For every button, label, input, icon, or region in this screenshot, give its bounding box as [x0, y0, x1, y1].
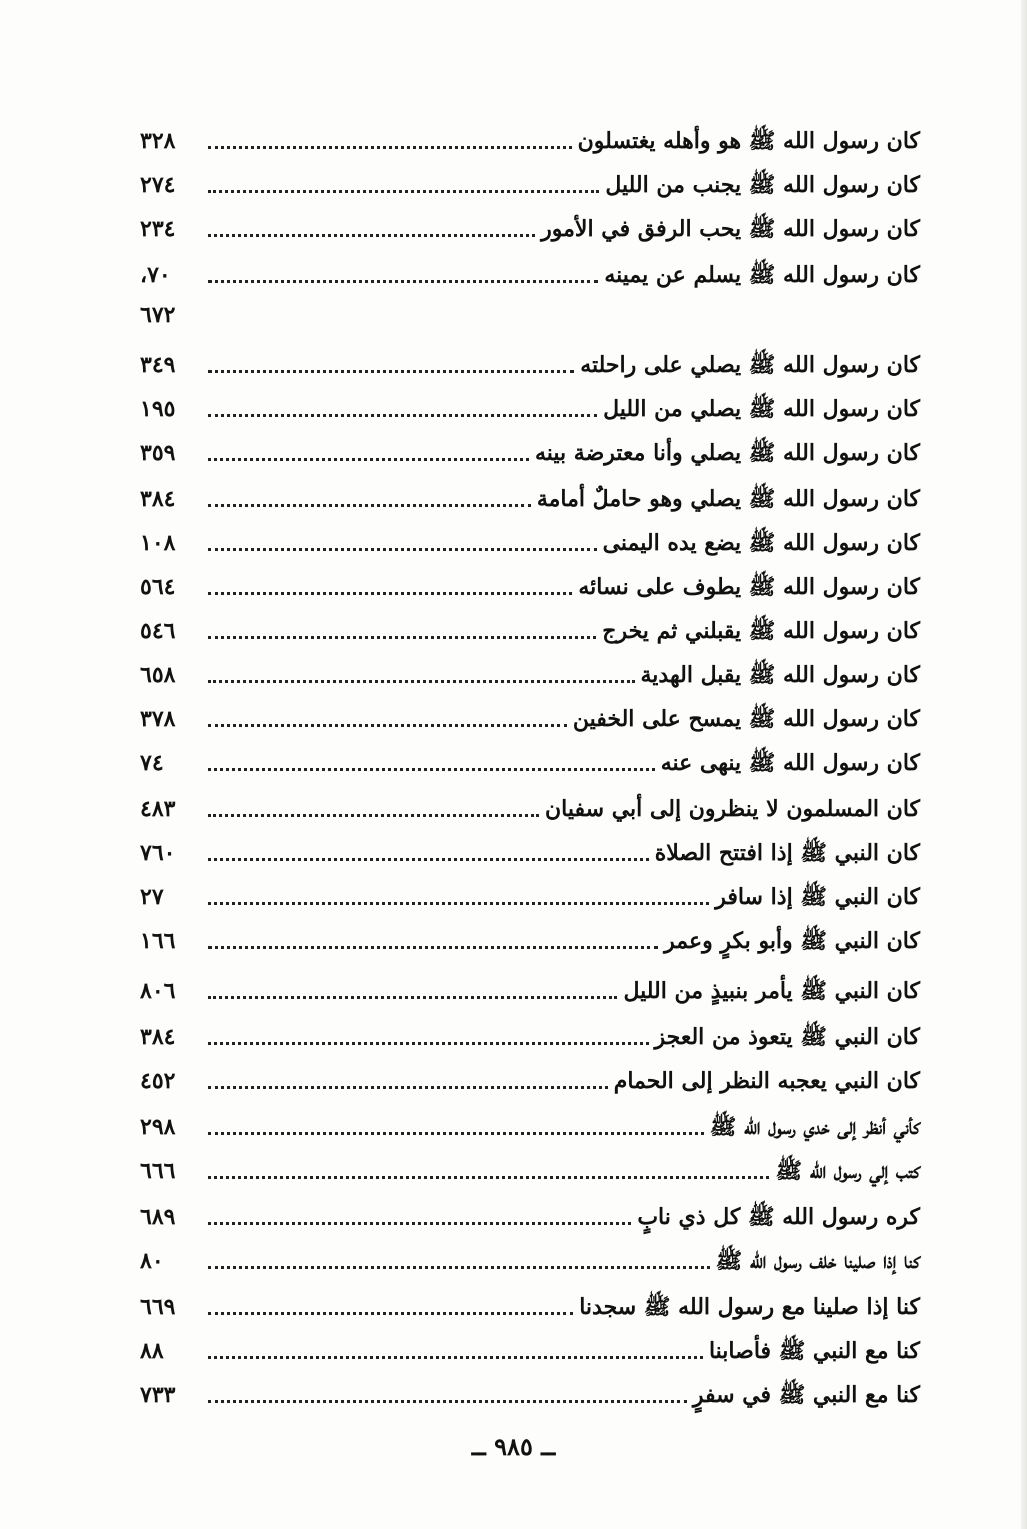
- index-entry: [140, 1282, 920, 1322]
- leader-dots: [208, 814, 539, 817]
- index-entry: [140, 1236, 920, 1276]
- index-entry: [140, 204, 920, 244]
- index-entry: [140, 474, 920, 514]
- leader-dots: [208, 190, 599, 193]
- entry-text: كنا مع النبي ﷺ فأصابنا: [708, 1338, 920, 1364]
- entry-continuation-page: ٦٧٢: [140, 302, 176, 328]
- entry-page-number: ٢٩٨: [140, 1114, 176, 1140]
- leader-dots: [208, 1266, 710, 1269]
- leader-dots: [208, 1312, 573, 1315]
- entry-page-number: ٧٦٠: [140, 840, 176, 866]
- index-entry: [140, 738, 920, 778]
- entry-text: كان النبي ﷺ وأبو بكرٍ وعمر: [664, 928, 920, 954]
- entry-text: كره رسول الله ﷺ كل ذي نابٍ: [637, 1204, 920, 1230]
- entry-text: كان رسول الله ﷺ هو وأهله يغتسلون: [577, 128, 920, 154]
- entry-page-number: ١٩٥: [140, 396, 176, 422]
- entry-page-number: ٨٨: [140, 1338, 164, 1364]
- entry-page-number: ١٠٨: [140, 530, 176, 556]
- entry-page-number: ٧٤: [140, 750, 164, 776]
- leader-dots: [208, 946, 658, 949]
- leader-dots: [208, 1222, 631, 1225]
- entry-text: كان رسول الله ﷺ يقبل الهدية: [640, 662, 920, 688]
- entry-text: كان رسول الله ﷺ يضع يده اليمنى: [602, 530, 920, 556]
- entry-text: كان النبي يعجبه النظر إلى الحمام: [613, 1068, 920, 1094]
- entry-text: كان رسول الله ﷺ يمسح على الخفين: [572, 706, 920, 732]
- index-entry: [140, 828, 920, 868]
- entry-text: كتب إلي رسول الله ﷺ: [775, 1158, 920, 1184]
- entry-page-number: ٢٧٤: [140, 172, 176, 198]
- entry-page-number: ٥٦٤: [140, 574, 176, 600]
- leader-dots: [208, 1042, 649, 1045]
- index-entry: [140, 1056, 920, 1096]
- entry-text: كان رسول الله ﷺ يصلي من الليل: [603, 396, 920, 422]
- entry-text: كان رسول الله ﷺ يقبلني ثم يخرج: [602, 618, 920, 644]
- entry-page-number: ٧٣٣: [140, 1382, 176, 1408]
- leader-dots: [208, 414, 597, 417]
- entry-page-number: ٣٨٤: [140, 1024, 176, 1050]
- index-entry: [140, 916, 920, 956]
- entry-text: كان النبي ﷺ إذا سافر: [715, 884, 920, 910]
- index-entry: [140, 650, 920, 690]
- leader-dots: [208, 146, 572, 149]
- entry-page-number: ٣٨٤: [140, 486, 176, 512]
- leader-dots: [208, 1176, 769, 1179]
- leader-dots: [208, 1086, 608, 1089]
- entry-text: كنا مع النبي ﷺ في سفرٍ: [692, 1382, 920, 1408]
- leader-dots: [208, 280, 598, 283]
- index-entry: [140, 872, 920, 912]
- entry-text: كأني أنظر إلى خدي رسول الله ﷺ: [709, 1114, 920, 1140]
- index-entry: [140, 428, 920, 468]
- entry-page-number: ٧٠،: [140, 262, 171, 288]
- entry-text: كان رسول الله ﷺ يصلي وهو حاملٌ أمامة: [536, 486, 920, 512]
- entry-page-number: ٣٢٨: [140, 128, 176, 154]
- leader-dots: [208, 592, 572, 595]
- leader-dots: [208, 1132, 704, 1135]
- entry-page-number: ٨٠: [140, 1248, 164, 1274]
- entry-text: كان رسول الله ﷺ يطوف على نسائه: [578, 574, 920, 600]
- index-entry: [140, 1102, 920, 1142]
- index-entry: [140, 784, 920, 824]
- leader-dots: [208, 548, 597, 551]
- leader-dots: [208, 234, 535, 237]
- entry-page-number: ٦٦٩: [140, 1294, 176, 1320]
- index-entry: [140, 1146, 920, 1186]
- entry-page-number: ٢٣٤: [140, 216, 176, 242]
- page-number: ــ ٩٨٥ ــ: [471, 1432, 556, 1461]
- index-entry: [140, 1192, 920, 1232]
- leader-dots: [208, 370, 574, 373]
- entry-text: كنا إذا صلينا خلف رسول الله ﷺ: [715, 1248, 920, 1274]
- index-entry: [140, 116, 920, 156]
- leader-dots: [208, 636, 596, 639]
- entry-text: كنا إذا صلينا مع رسول الله ﷺ سجدنا: [579, 1294, 920, 1320]
- entry-page-number: ٣٧٨: [140, 706, 176, 732]
- index-entry: [140, 250, 920, 290]
- entry-text: كان النبي ﷺ يتعوذ من العجز: [654, 1024, 920, 1050]
- entry-page-number: ٤٥٢: [140, 1068, 176, 1094]
- index-entry: [140, 1370, 920, 1410]
- entry-page-number: ١٦٦: [140, 928, 176, 954]
- entry-page-number: ٦٦٦: [140, 1158, 176, 1184]
- leader-dots: [208, 1356, 703, 1359]
- leader-dots: [208, 996, 617, 999]
- entry-text: كان رسول الله ﷺ يصلي على راحلته: [580, 352, 920, 378]
- leader-dots: [208, 902, 709, 905]
- leader-dots: [208, 858, 649, 861]
- leader-dots: [208, 504, 531, 507]
- leader-dots: [208, 768, 655, 771]
- index-entry: [140, 694, 920, 734]
- leader-dots: [208, 724, 567, 727]
- entry-page-number: ٦٨٩: [140, 1204, 176, 1230]
- entry-text: كان المسلمون لا ينظرون إلى أبي سفيان: [544, 796, 920, 822]
- entry-text: كان النبي ﷺ إذا افتتح الصلاة: [654, 840, 920, 866]
- index-entry: [140, 1326, 920, 1366]
- index-entry: [140, 966, 920, 1006]
- index-entry: [140, 562, 920, 602]
- entry-page-number: ٤٨٣: [140, 796, 176, 822]
- entry-text: كان رسول الله ﷺ يسلم عن يمينه: [604, 262, 920, 288]
- leader-dots: [208, 680, 635, 683]
- index-entry: [140, 606, 920, 646]
- leader-dots: [208, 458, 529, 461]
- entry-text: كان النبي ﷺ يأمر بنبيذٍ من الليل: [623, 978, 920, 1004]
- leader-dots: [208, 1400, 687, 1403]
- entry-text: كان رسول الله ﷺ ينهى عنه: [660, 750, 920, 776]
- entry-text: كان رسول الله ﷺ يصلي وأنا معترضة بينه: [534, 440, 920, 466]
- entry-page-number: ٢٧: [140, 884, 164, 910]
- index-entry: [140, 340, 920, 380]
- index-entry: [140, 160, 920, 200]
- index-entry: [140, 1012, 920, 1052]
- scan-edge: [1021, 0, 1027, 1529]
- entry-page-number: ٨٠٦: [140, 978, 176, 1004]
- entry-page-number: ٥٤٦: [140, 618, 176, 644]
- entry-text: كان رسول الله ﷺ يحب الرفق في الأمور: [541, 216, 920, 242]
- entry-page-number: ٣٥٩: [140, 440, 176, 466]
- entry-page-number: ٦٥٨: [140, 662, 176, 688]
- index-entry: [140, 518, 920, 558]
- entry-text: كان رسول الله ﷺ يجنب من الليل: [605, 172, 920, 198]
- entry-page-number: ٣٤٩: [140, 352, 176, 378]
- index-entry: [140, 384, 920, 424]
